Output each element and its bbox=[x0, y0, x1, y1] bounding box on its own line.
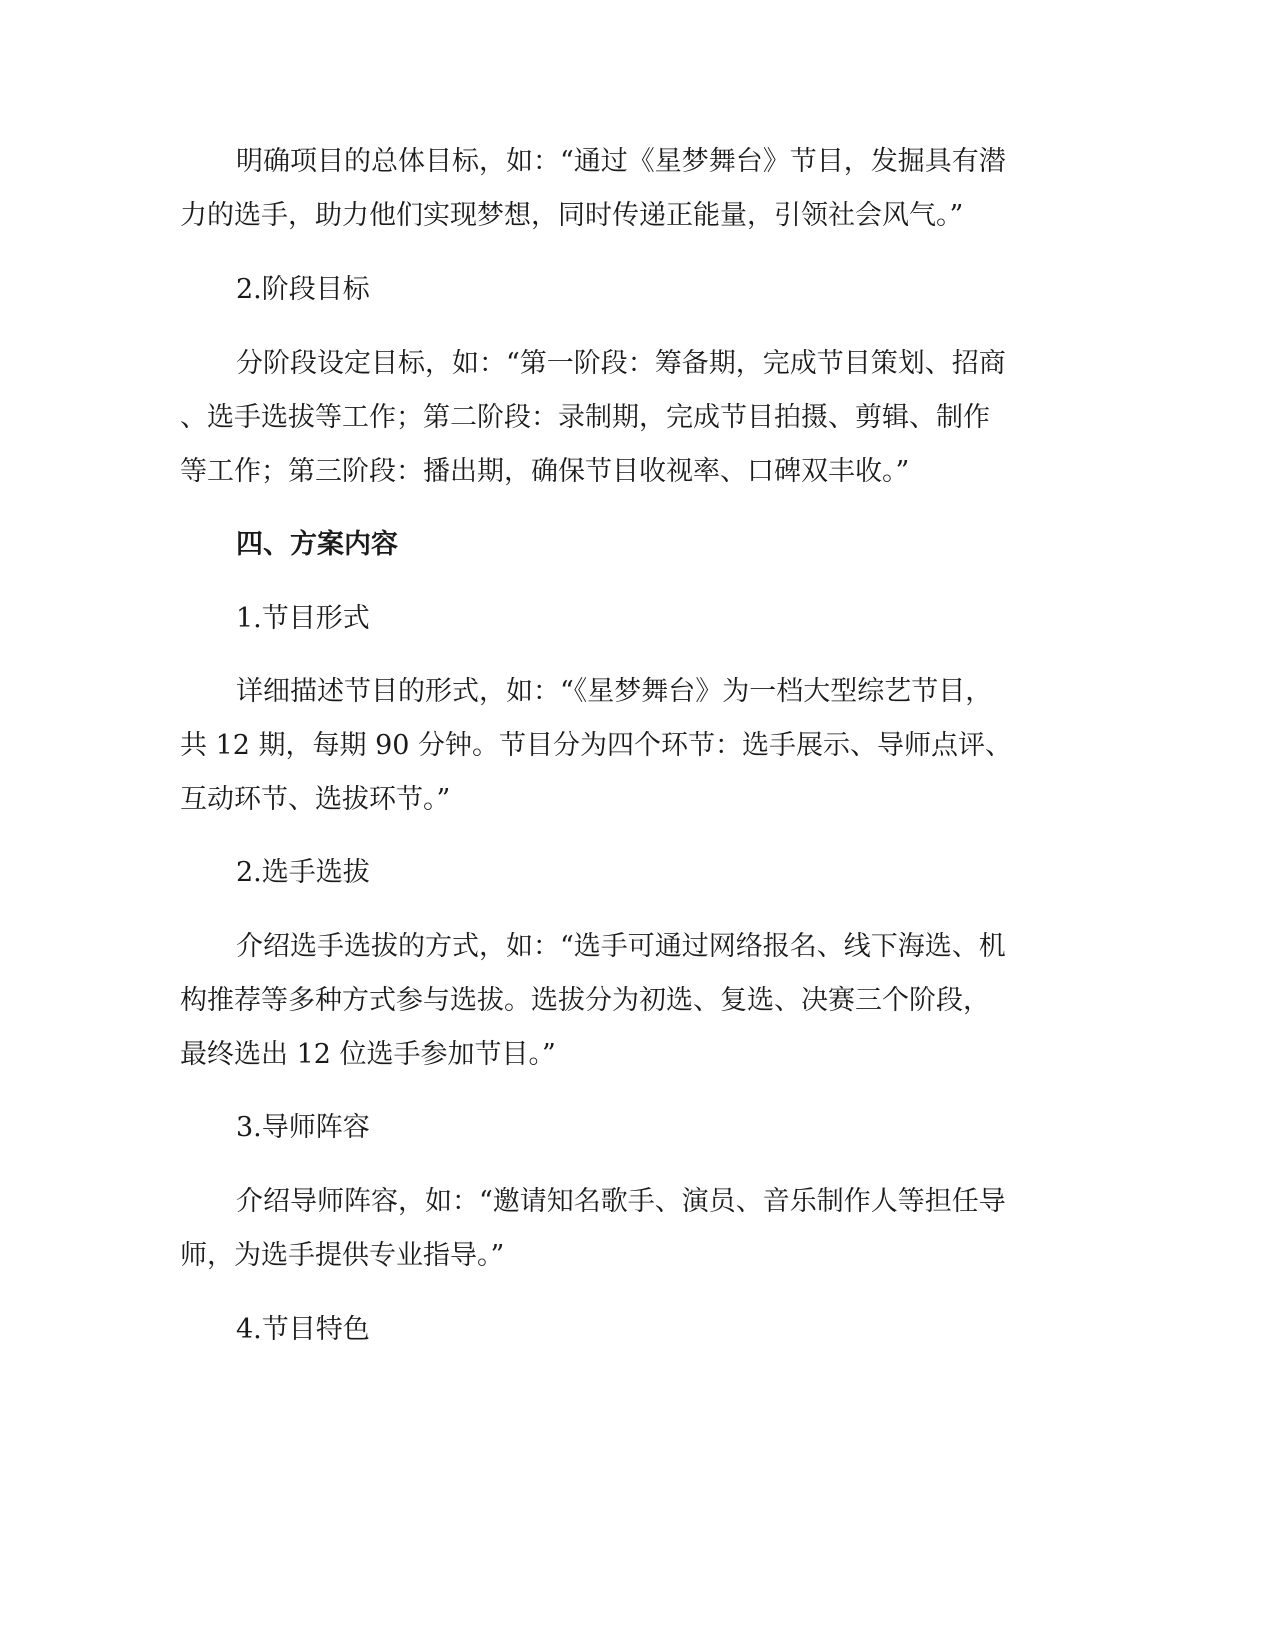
text-line: 分阶段设定目标，如：“第一阶段：筹备期，完成节目策划、招商 bbox=[236, 348, 1006, 379]
heading-program-format bbox=[180, 592, 1030, 646]
text-line: 明确项目的总体目标，如：“通过《星梦舞台》节目，发掘具有潜 bbox=[236, 146, 1006, 177]
heading-text: 1.节目形式 bbox=[236, 603, 370, 634]
paragraph-stage-goal bbox=[180, 337, 1030, 499]
paragraph-overall-goal bbox=[180, 135, 1030, 243]
text-line: 互动环节、选拔环节。” bbox=[180, 784, 451, 815]
heading-text: 3.导师阵容 bbox=[236, 1112, 370, 1143]
section-heading-text: 四、方案内容 bbox=[236, 529, 398, 560]
paragraph-mentor-lineup bbox=[180, 1175, 1030, 1283]
heading-program-features bbox=[180, 1303, 1030, 1357]
text-line: 构推荐等多种方式参与选拔。选拔分为初选、复选、决赛三个阶段， bbox=[180, 985, 990, 1016]
text-line: 共 12 期，每期 90 分钟。节目分为四个环节：选手展示、导师点评、 bbox=[180, 730, 1013, 761]
text-line: 师，为选手提供专业指导。” bbox=[180, 1240, 505, 1271]
heading-section-4 bbox=[180, 518, 1030, 572]
text-line: 等工作；第三阶段：播出期，确保节目收视率、口碑双丰收。” bbox=[180, 456, 910, 487]
text-line: 介绍导师阵容，如：“邀请知名歌手、演员、音乐制作人等担任导 bbox=[236, 1186, 1006, 1217]
text-line: 最终选出 12 位选手参加节目。” bbox=[180, 1039, 556, 1070]
heading-text: 4.节目特色 bbox=[236, 1314, 370, 1345]
heading-stage-goal bbox=[180, 263, 1030, 317]
heading-contestant-selection bbox=[180, 846, 1030, 900]
heading-text: 2.选手选拔 bbox=[236, 857, 370, 888]
text-line: 力的选手，助力他们实现梦想，同时传递正能量，引领社会风气。” bbox=[180, 200, 964, 231]
heading-mentor-lineup bbox=[180, 1101, 1030, 1155]
paragraph-contestant-selection bbox=[180, 920, 1030, 1082]
paragraph-program-format bbox=[180, 665, 1030, 827]
text-line: 、选手选拔等工作；第二阶段：录制期，完成节目拍摄、剪辑、制作 bbox=[180, 402, 990, 433]
text-line: 介绍选手选拔的方式，如：“选手可通过网络报名、线下海选、机 bbox=[236, 931, 1006, 962]
heading-text: 2.阶段目标 bbox=[236, 274, 370, 305]
text-line: 详细描述节目的形式，如：“《星梦舞台》为一档大型综艺节目， bbox=[236, 676, 993, 707]
